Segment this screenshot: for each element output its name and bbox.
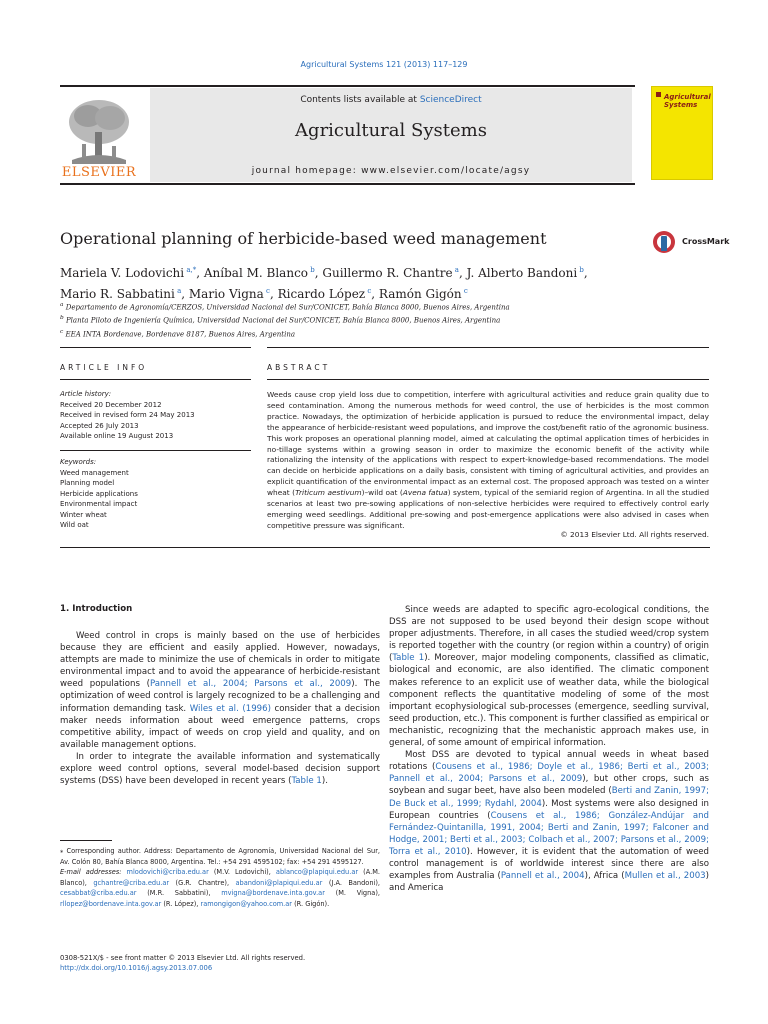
email-label: E-mail addresses:: [60, 868, 127, 877]
affiliation: [60, 300, 710, 313]
abstract-rule-bottom: [60, 547, 710, 548]
affiliations: [60, 300, 710, 340]
affiliation-marker: c: [60, 328, 64, 335]
front-matter-info: [60, 953, 305, 974]
text-run: ). Most systems were also designed in European countries (: [389, 798, 709, 821]
publisher-logo-text: ELSEVIER: [61, 165, 137, 180]
header-rule-top: [60, 85, 635, 87]
author-affiliation-marker[interactable]: c: [263, 287, 270, 295]
citation-link[interactable]: Cousens et al., 1986; González-Andújar and Fernández-Quintanilla, 1991, 2004; Berti and Zanin, 1997; Falconer and Hodge, 2001; Berti et al., 2003; Colbach et al., 2007; Parsons et al., 2009; Torra et al., 2010: [389, 810, 709, 857]
journal-homepage[interactable]: journal homepage: www.elsevier.com/locate/agsy: [251, 166, 531, 176]
article-info-rule-sep: [60, 450, 251, 451]
body-paragraph: [60, 751, 380, 787]
affiliation: [60, 327, 710, 340]
text-run: ). However, it is evident that the automation of weed control management is of worldwide interest since there are also examples from Australia (: [389, 846, 709, 882]
history-item: Accepted 26 July 2013: [60, 421, 139, 430]
keywords-label: Keywords:: [60, 458, 97, 466]
citation-link[interactable]: Cousens et al., 1986; Doyle et al., 1986; Berti et al., 2003; Pannell et al., 2004; Parsons et al., 2009: [389, 762, 709, 785]
author-name[interactable]: Mario R. Sabbatini: [60, 287, 175, 301]
history-item: Available online 19 August 2013: [60, 432, 174, 440]
text-run: ), but other crops, such as soybean and sugar beet, have also been modeled (: [389, 774, 710, 797]
abstract-rule-top: [267, 347, 709, 348]
email-link[interactable]: abandoni@plapiqui.edu.ar: [235, 878, 323, 887]
header-rule-bottom: [60, 183, 635, 185]
table-link[interactable]: Table 1: [291, 776, 322, 787]
affiliation-text: Departamento de Agronomía/CERZOS, Universidad Nacional del Sur/CONICET, Bahía Blanca 8000, Buenos Aires, Argentina: [63, 303, 510, 312]
copyright-notice: © 2013 Elsevier Ltd. All rights reserved.: [560, 530, 709, 539]
author-list: [60, 261, 660, 303]
article-history: [60, 389, 251, 442]
journal-citation[interactable]: Agricultural Systems 121 (2013) 117–129: [300, 60, 468, 69]
table-link[interactable]: Table 1: [392, 653, 425, 664]
section-heading: 1. Introduction: [60, 604, 133, 614]
crossmark-label[interactable]: CrossMark: [682, 237, 730, 246]
abstract-part: )–wild oat (: [361, 488, 403, 498]
author-affiliation-marker[interactable]: b: [577, 266, 584, 274]
journal-cover-thumbnail[interactable]: [651, 86, 713, 180]
issn-line: 0308-521X/$ - see front matter © 2013 Elsevier Ltd. All rights reserved.: [60, 954, 306, 962]
citation-link[interactable]: Wiles et al. (1996): [189, 703, 271, 714]
keyword: Wild oat: [60, 521, 89, 529]
citation-link[interactable]: Mullen et al., 2003: [624, 871, 706, 882]
keywords: [60, 457, 251, 531]
body-paragraph: [60, 630, 380, 751]
email-link[interactable]: cesabbat@criba.edu.ar: [60, 889, 137, 898]
author-name[interactable]: Ricardo López: [277, 287, 366, 301]
author-name[interactable]: Ramón Gigón: [378, 287, 462, 301]
affiliation-marker: b: [60, 315, 64, 322]
footnotes: [60, 846, 380, 910]
email-owner: (R. López),: [161, 899, 201, 908]
abstract-part: ) system, typical of the semiarid region of Argentina. In all the studied scenarios at least two pre-sowing applications of non-selective herbicides were required to effectively control early emerging weed seedlings. Additional pre-sowing and post-emergence applications were also advised in cases when competitive pressure was significant.: [267, 488, 710, 530]
abstract-text: [267, 390, 709, 532]
email-link[interactable]: mlodovichi@criba.edu.ar: [126, 868, 209, 877]
contents-prefix: Contents lists available at: [300, 95, 420, 105]
email-owner: (R. Gigón).: [292, 899, 330, 908]
sciencedirect-link[interactable]: ScienceDirect: [419, 95, 482, 105]
affiliation-text: EEA INTA Bordenave, Bordenave 8187, Buenos Aires, Argentina: [63, 329, 296, 338]
email-link[interactable]: ramongigon@yahoo.com.ar: [200, 899, 293, 908]
cover-title: [664, 93, 711, 109]
author-name[interactable]: Mario Vigna: [188, 287, 264, 301]
author-name[interactable]: J. Alberto Bandoni: [466, 266, 578, 280]
text-run: In order to integrate the available information and systematically explore weed control options, several model-based decision support systems (DSS) have been developed in recent years (: [60, 751, 380, 787]
article-info-rule-top: [60, 347, 251, 348]
keyword: Weed management: [60, 468, 129, 477]
abstract-rule-mid: [267, 379, 709, 380]
affiliation-marker: a: [60, 302, 64, 308]
email-owner: (G.R. Chantre),: [169, 878, 236, 887]
text-run: Weed control in crops is mainly based on the use of herbicides because they are efficient and easily applied. However, nowadays, attempts are made to minimize the use of chemicals in order to mitigate environmental impact and to avoid the appearance of herbicide-resistant weed populations (: [60, 631, 380, 690]
author-name[interactable]: Guillermo R. Chantre: [322, 266, 453, 280]
citation-link[interactable]: Pannell et al., 2004; Parsons et al., 2009: [149, 679, 352, 690]
body-paragraph: [389, 749, 709, 894]
keyword: Herbicide applications: [60, 489, 138, 498]
author-affiliation-marker[interactable]: c: [461, 287, 468, 295]
author-name[interactable]: Aníbal M. Blanco: [203, 266, 309, 280]
article-info-heading: ARTICLE INFO: [60, 363, 148, 372]
article-info-rule-mid: [60, 379, 251, 380]
footnote-rule: [60, 840, 112, 841]
authors-line-1: Mariela V. Lodovichi $^{a,*}$, Aníbal M. Blanco $^b$, Guillermo R. Chantre $^a$, J. Alberto Bandoni $^b$,: [60, 266, 588, 280]
cover-title-line2: Systems: [664, 101, 698, 109]
species-name: Triticum aestivum: [295, 488, 362, 498]
author-affiliation-marker[interactable]: a: [452, 266, 459, 274]
affiliation-text: Planta Piloto de Ingeniería Química, Universidad Nacional del Sur/CONICET, Bahía Blanca 8000, Buenos Aires, Argentina: [63, 316, 501, 325]
email-addresses: [60, 867, 380, 909]
history-item: Received 20 December 2012: [60, 400, 162, 409]
cover-logo-mark: [656, 92, 661, 97]
history-label: Article history:: [60, 390, 112, 398]
email-link[interactable]: mvigna@bordenave.inta.gov.ar: [221, 889, 325, 898]
email-owner: (M.V. Lodovichi),: [208, 868, 276, 877]
cover-title-line1: Agricultural: [664, 93, 711, 101]
email-owner: (M.R. Sabbatini),: [136, 889, 222, 898]
text-run: Most DSS are devoted to typical annual weeds in wheat based rotations (: [389, 750, 709, 773]
email-link[interactable]: gchantre@criba.edu.ar: [93, 878, 170, 887]
keyword: Planning model: [60, 479, 115, 487]
text-run: ). The optimization of weed control is largely recognized to be a challenging and information demanding task.: [60, 679, 380, 714]
email-link[interactable]: rllopez@bordenave.inta.gov.ar: [60, 899, 162, 908]
citation-link[interactable]: Berti and Zanin, 1997; De Buck et al., 1999; Rydahl, 2004: [389, 786, 709, 809]
authors-line-2: Mario R. Sabbatini $^a$, Mario Vigna $^c$, Ricardo López $^c$, Ramón Gigón $^c$: [60, 287, 468, 301]
corresponding-author-note: ⁎ Corresponding author. Address: Departamento de Agronomía, Universidad Nacional del Sur, Av. Colón 80, Bahía Blanca 8000, Argentina. Tel.: +54 291 4595102; fax: +54 291 4595127.: [60, 847, 380, 866]
species-name: Avena fatua: [402, 488, 448, 498]
email-owner: (M. Vigna),: [324, 889, 380, 898]
text-run: ).: [321, 776, 328, 787]
body-paragraph: [389, 604, 709, 749]
body-column-right: [389, 604, 709, 894]
author-name[interactable]: Mariela V. Lodovichi: [60, 266, 185, 280]
doi-link[interactable]: http://dx.doi.org/10.1016/j.agsy.2013.07.006: [60, 964, 213, 973]
email-owner: (A.M. Blanco),: [60, 868, 380, 887]
keyword: Winter wheat: [60, 510, 107, 519]
history-item: Received in revised form 24 May 2013: [60, 411, 195, 419]
text-run: ) and America: [389, 871, 709, 894]
author-affiliation-marker[interactable]: a: [174, 287, 182, 295]
journal-title: Agricultural Systems: [295, 120, 487, 141]
citation-link[interactable]: Pannell et al., 2004: [500, 871, 585, 882]
article-title: Operational planning of herbicide-based weed management: [60, 229, 547, 248]
author-affiliation-marker[interactable]: a,*: [184, 266, 197, 274]
author-affiliation-marker[interactable]: b: [308, 266, 315, 274]
text-run: consider that a decision maker needs information about weed emergence patterns, crops competitive ability, impact of weeds on crop yield and quality, and on available management options.: [60, 703, 381, 750]
abstract-part: Weeds cause crop yield loss due to competition, interfere with agricultural activities and reduce grain quality due to seed contamination. Among the numerous methods for weed control, the use of herbicides is the most common practice. Nowadays, the optimization of herbicide application is pursued to reduce the environmental impact, delay the appearance of herbicide-resistant weed populations, and improve the cost/benefit ratio of the agronomic business. This work proposes an operational planning model, aimed at calculating the optimal application times of herbicides in no-tillage systems within a growing season in order to maximize the economic benefit of the activity while rationalizing the intensity of the applications with respect to expert-knowledge-based recommendations. The model can decide on herbicide applications on a daily basis, consistent with timing of agricultural activities, and provides an explicit quantification of the environmental impact as an external cost. The proposed approach was tested on a winter wheat (: [267, 390, 709, 498]
body-column-left: [60, 630, 380, 787]
text-run: ). Moreover, major modeling components, classified as climatic, biological and economic, are also identified. The climatic component makes reference to an explicit use of weather data, while the biological component reflects the quantitative modeling of some of the most important ecophysiological sub-processes (emergence, seedling survival, seed production, etc.). This component is further classified as empirical or mechanistic, recognizing that the mechanistic approach makes use, in general, of some amount of empirical information.: [389, 653, 710, 749]
abstract-heading: ABSTRACT: [267, 363, 331, 372]
affiliation: [60, 313, 710, 326]
author-affiliation-marker[interactable]: c: [365, 287, 372, 295]
text-run: ), Africa (: [584, 871, 625, 882]
contents-line: [150, 95, 632, 105]
keyword: Environmental impact: [60, 500, 138, 508]
text-run: Since weeds are adapted to specific agro-ecological conditions, the DSS are not supposed to be used beyond their design scope without proper adjustments. Therefore, in all cases the studied weed/crop system is reported together with the country (or region within a country) of origin (: [389, 605, 709, 664]
email-owner: (J.A. Bandoni),: [322, 878, 380, 887]
email-link[interactable]: ablanco@plapiqui.edu.ar: [275, 868, 359, 877]
